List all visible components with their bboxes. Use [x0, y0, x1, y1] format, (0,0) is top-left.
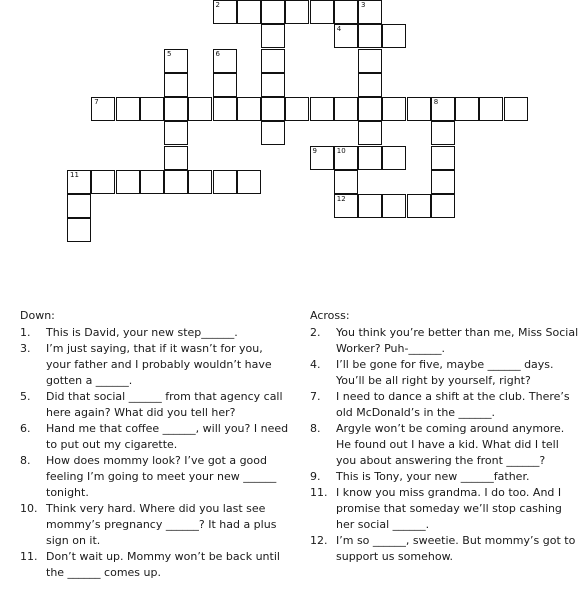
grid-cell[interactable]	[164, 170, 188, 194]
clue-text: This is Tony, your new ______father.	[336, 470, 530, 483]
cell-number: 9	[312, 146, 317, 155]
grid-cell[interactable]	[334, 170, 358, 194]
grid-cell[interactable]	[310, 0, 334, 24]
cell-number: 11	[70, 170, 79, 179]
grid-cell[interactable]	[261, 24, 285, 48]
grid-cell[interactable]	[237, 170, 261, 194]
grid-cell[interactable]	[431, 146, 455, 170]
down-clue	[20, 453, 290, 501]
grid-cell[interactable]	[334, 24, 358, 48]
grid-cell[interactable]	[285, 97, 309, 121]
clue-text: You think you’re better than me, Miss Social Worker? Puh-______.	[336, 326, 579, 355]
grid-cell[interactable]	[382, 97, 406, 121]
grid-cell[interactable]	[213, 73, 237, 97]
grid-cell[interactable]	[164, 121, 188, 145]
grid-cell[interactable]	[358, 49, 382, 73]
clue-text: I’m so ______, sweetie. But mommy’s got to support us somehow.	[336, 534, 576, 563]
down-clue	[20, 389, 290, 421]
clue-number: 5.	[20, 390, 31, 403]
clue-text: Think very hard. Where did you last see mommy’s pregnancy ______? It had a plus sign on it.	[46, 502, 277, 547]
grid-cell[interactable]	[67, 194, 91, 218]
grid-cell[interactable]	[213, 170, 237, 194]
cell-number: 5	[167, 49, 172, 58]
grid-cell[interactable]	[358, 194, 382, 218]
grid-cell[interactable]	[261, 73, 285, 97]
grid-cell[interactable]	[310, 97, 334, 121]
clue-text: I’ll be gone for five, maybe ______ days. You’ll be all right by yourself, right?	[336, 358, 554, 387]
clue-number: 12.	[310, 534, 328, 547]
grid-cell[interactable]	[358, 97, 382, 121]
clue-text: How does mommy look? I’ve got a good feeling I’m going to meet your new ______ tonight.	[46, 454, 277, 499]
across-heading: Across:	[310, 309, 350, 322]
grid-cell[interactable]	[164, 97, 188, 121]
across-clue	[310, 325, 580, 357]
grid-cell[interactable]	[431, 170, 455, 194]
cell-number: 7	[94, 98, 99, 106]
grid-cell[interactable]	[334, 146, 358, 170]
down-clues	[20, 308, 290, 581]
grid-cell[interactable]	[310, 146, 334, 170]
down-clue	[20, 501, 290, 549]
grid-cell[interactable]	[358, 146, 382, 170]
cell-number: 3	[361, 1, 366, 9]
across-clue	[310, 421, 580, 469]
grid-cell[interactable]	[334, 97, 358, 121]
across-clues	[310, 308, 580, 565]
across-clue	[310, 533, 580, 565]
grid-cell[interactable]	[431, 194, 455, 218]
grid-cell[interactable]	[407, 97, 431, 121]
clue-number: 4.	[310, 358, 321, 371]
clue-number: 11.	[20, 550, 38, 563]
grid-cell[interactable]	[116, 170, 140, 194]
grid-cell[interactable]	[455, 97, 479, 121]
grid-cell[interactable]	[285, 0, 309, 24]
cell-number: 12	[336, 195, 346, 203]
clue-text: Don’t wait up. Mommy won’t be back until the ______ comes up.	[46, 550, 280, 579]
clue-text: Argyle won’t be coming around anymore. He found out I have a kid. What did I tell you about answering the front ______?	[336, 422, 565, 467]
grid-cell[interactable]	[140, 170, 164, 194]
grid-cell[interactable]	[334, 194, 358, 218]
clue-number: 6.	[20, 422, 31, 435]
grid-cell[interactable]	[116, 97, 140, 121]
grid-cell[interactable]	[188, 97, 212, 121]
clue-text: I know you miss grandma. I do too. And I promise that someday we’ll stop cashing her social ______.	[336, 486, 562, 531]
cell-number: 2	[215, 1, 220, 9]
crossword-grid	[0, 0, 585, 250]
grid-cell[interactable]	[261, 97, 285, 121]
grid-cell[interactable]	[358, 121, 382, 145]
grid-cell[interactable]	[213, 49, 237, 73]
grid-cell[interactable]	[91, 170, 115, 194]
clue-text: This is David, your new step______.	[46, 326, 238, 339]
clue-number: 10.	[20, 502, 38, 515]
grid-cell[interactable]	[91, 97, 115, 121]
grid-cell[interactable]	[358, 0, 382, 24]
grid-cell[interactable]	[358, 24, 382, 48]
clue-number: 2.	[310, 326, 321, 339]
grid-cell[interactable]	[213, 97, 237, 121]
grid-cell[interactable]	[382, 24, 406, 48]
clue-text: I’m just saying, that if it wasn’t for you, your father and I probably wouldn’t have gotten a ______.	[46, 342, 272, 387]
grid-cell[interactable]	[140, 97, 164, 121]
across-clue	[310, 469, 580, 485]
grid-cell[interactable]	[382, 194, 406, 218]
clue-number: 7.	[310, 390, 321, 403]
cell-number: 6	[215, 49, 220, 58]
across-clue	[310, 357, 580, 389]
clue-number: 8.	[20, 454, 31, 467]
grid-cell[interactable]	[261, 121, 285, 145]
down-clue	[20, 421, 290, 453]
grid-cell[interactable]	[261, 49, 285, 73]
clue-number: 3.	[20, 342, 31, 355]
clue-number: 11.	[310, 486, 328, 499]
down-clue	[20, 341, 290, 389]
clue-number: 9.	[310, 470, 321, 483]
grid-cell[interactable]	[431, 121, 455, 145]
grid-cell[interactable]	[164, 49, 188, 73]
grid-cell[interactable]	[164, 73, 188, 97]
grid-cell[interactable]	[188, 170, 212, 194]
down-heading: Down:	[20, 309, 55, 322]
grid-cell[interactable]	[261, 0, 285, 24]
grid-cell[interactable]	[213, 0, 237, 24]
cell-number: 8	[433, 98, 439, 106]
clue-text: Hand me that coffee ______, will you? I need to put out my cigarette.	[46, 422, 289, 451]
clue-number: 8.	[310, 422, 321, 435]
clue-number: 1.	[20, 326, 31, 339]
grid-cell[interactable]	[504, 97, 528, 121]
grid-cell[interactable]	[237, 97, 261, 121]
grid-cell[interactable]	[67, 218, 91, 242]
grid-cell[interactable]	[407, 194, 431, 218]
down-clue	[20, 325, 290, 341]
grid-cell[interactable]	[479, 97, 503, 121]
cell-number: 4	[336, 25, 342, 34]
cell-number: 10	[336, 146, 346, 155]
grid-cell[interactable]	[67, 170, 91, 194]
across-clue	[310, 485, 580, 533]
grid-cell[interactable]	[334, 0, 358, 24]
grid-cell[interactable]	[382, 146, 406, 170]
clue-text: I need to dance a shift at the club. There’s old McDonald’s in the ______.	[336, 390, 570, 419]
grid-cell[interactable]	[431, 97, 455, 121]
grid-cell[interactable]	[164, 146, 188, 170]
grid-cell[interactable]	[358, 73, 382, 97]
across-clue	[310, 389, 580, 421]
grid-cell[interactable]	[237, 0, 261, 24]
down-clue	[20, 549, 290, 581]
clue-text: Did that social ______ from that agency call here again? What did you tell her?	[46, 390, 283, 419]
